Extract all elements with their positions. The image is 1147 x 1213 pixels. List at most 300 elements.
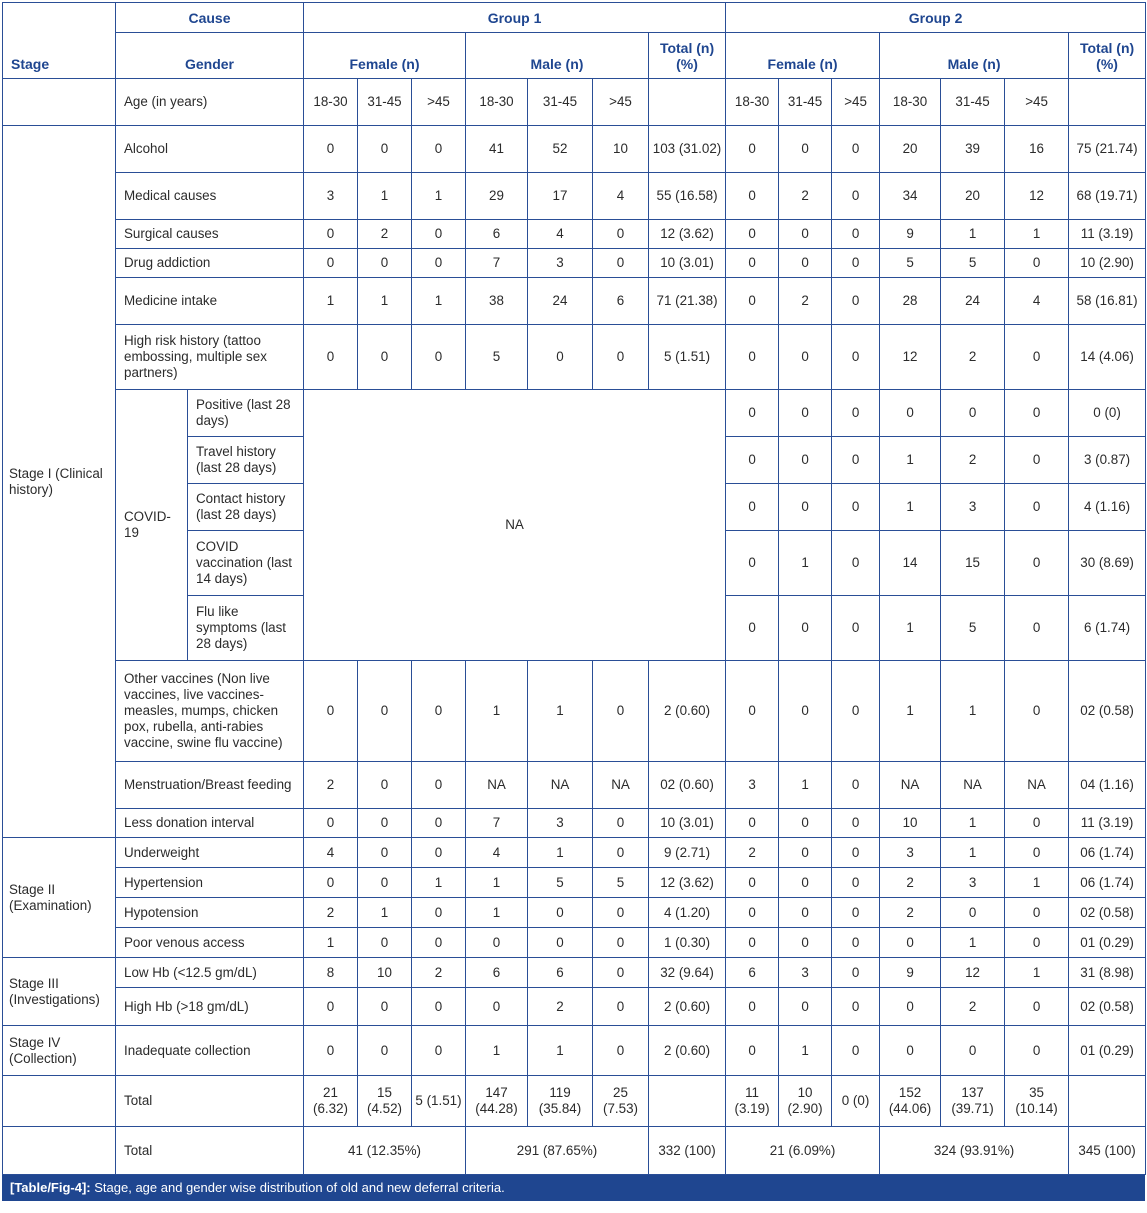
group1-header: Group 1 bbox=[304, 3, 726, 33]
value-cell: 0 bbox=[726, 173, 779, 220]
value-cell: 11 (3.19) bbox=[726, 1076, 779, 1127]
value-cell: 2 bbox=[880, 868, 941, 898]
value-cell: 25 (7.53) bbox=[593, 1076, 649, 1127]
cause-header: Cause bbox=[116, 3, 304, 33]
value-cell: 4 (1.20) bbox=[649, 898, 726, 928]
value-cell: 0 bbox=[726, 596, 779, 661]
value-cell: 0 bbox=[832, 278, 880, 325]
value-cell: 0 bbox=[412, 661, 466, 762]
value-cell: 0 bbox=[593, 1026, 649, 1076]
stage-label: Stage III (Investigations) bbox=[3, 958, 116, 1026]
value-cell: 1 bbox=[779, 762, 832, 809]
value-cell: 35 (10.14) bbox=[1005, 1076, 1069, 1127]
value-cell: 0 bbox=[412, 126, 466, 173]
value-cell: 1 bbox=[412, 173, 466, 220]
value-cell: 0 bbox=[726, 898, 779, 928]
value-cell: 2 bbox=[412, 958, 466, 988]
value-cell: 103 (31.02) bbox=[649, 126, 726, 173]
value-cell: 9 bbox=[880, 958, 941, 988]
table-row bbox=[3, 809, 1146, 838]
value-cell: 0 bbox=[832, 988, 880, 1026]
value-cell: 0 bbox=[1005, 661, 1069, 762]
value-cell: 0 bbox=[832, 898, 880, 928]
value-cell: 2 bbox=[880, 898, 941, 928]
value-cell: 02 (0.58) bbox=[1069, 661, 1146, 762]
value-cell: 0 bbox=[358, 928, 412, 958]
value-cell: 0 bbox=[358, 868, 412, 898]
value-cell: 1 bbox=[941, 928, 1005, 958]
value-cell: 1 bbox=[466, 898, 528, 928]
value-cell: 0 bbox=[832, 1026, 880, 1076]
na-cell: NA bbox=[304, 390, 726, 661]
value-cell: 4 bbox=[528, 220, 593, 249]
total-label: Total bbox=[116, 1127, 304, 1175]
cause-cell: Medical causes bbox=[116, 173, 304, 220]
value-cell: 12 (3.62) bbox=[649, 220, 726, 249]
value-cell: 0 bbox=[726, 868, 779, 898]
value-cell: 68 (19.71) bbox=[1069, 173, 1146, 220]
value-cell: 0 bbox=[726, 325, 779, 390]
value-cell: 0 bbox=[832, 762, 880, 809]
value-cell: 1 bbox=[528, 838, 593, 868]
value-cell: 0 bbox=[593, 898, 649, 928]
empty-cell bbox=[3, 1127, 116, 1175]
value-cell: 0 bbox=[593, 838, 649, 868]
cause-cell: Other vaccines (Non live vaccines, live vaccines-measles, mumps, chicken pox, rubella, anti-rabies vaccine, swine flu vaccine) bbox=[116, 661, 304, 762]
table-row bbox=[3, 1076, 1146, 1127]
value-cell: 1 bbox=[1005, 958, 1069, 988]
value-cell: 8 bbox=[304, 958, 358, 988]
value-cell: 2 bbox=[304, 898, 358, 928]
value-cell: 02 (0.58) bbox=[1069, 988, 1146, 1026]
value-cell: 2 (0.60) bbox=[649, 661, 726, 762]
value-cell: 0 bbox=[1005, 531, 1069, 596]
value-cell: 3 bbox=[941, 868, 1005, 898]
value-cell: 1 bbox=[880, 437, 941, 484]
value-cell: 02 (0.58) bbox=[1069, 898, 1146, 928]
g2-male-header: Male (n) bbox=[880, 33, 1069, 79]
value-cell: 6 bbox=[466, 958, 528, 988]
value-cell: 12 bbox=[1005, 173, 1069, 220]
value-cell: 1 bbox=[304, 278, 358, 325]
value-cell: 0 bbox=[779, 126, 832, 173]
cause-cell: Positive (last 28 days) bbox=[188, 390, 304, 437]
value-cell: NA bbox=[941, 762, 1005, 809]
value-cell: 3 bbox=[304, 173, 358, 220]
value-cell: 2 bbox=[528, 988, 593, 1026]
value-cell: 1 (0.30) bbox=[649, 928, 726, 958]
empty-cell bbox=[649, 79, 726, 126]
value-cell: 0 bbox=[779, 868, 832, 898]
value-cell: 1 bbox=[941, 809, 1005, 838]
value-cell: 0 bbox=[412, 838, 466, 868]
table-row bbox=[3, 762, 1146, 809]
value-cell: 0 bbox=[593, 809, 649, 838]
cause-cell: High risk history (tattoo embossing, multiple sex partners) bbox=[116, 325, 304, 390]
value-cell: 10 (2.90) bbox=[779, 1076, 832, 1127]
value-cell: 0 bbox=[1005, 838, 1069, 868]
value-cell: 1 bbox=[358, 898, 412, 928]
value-cell: 0 bbox=[832, 437, 880, 484]
value-cell: 5 bbox=[941, 596, 1005, 661]
g1-male-header: Male (n) bbox=[466, 33, 649, 79]
value-cell: 0 bbox=[832, 249, 880, 278]
value-cell: 0 bbox=[941, 390, 1005, 437]
value-cell: 0 bbox=[832, 596, 880, 661]
table-row bbox=[3, 838, 1146, 868]
table-row bbox=[3, 928, 1146, 958]
value-cell: 0 bbox=[1005, 390, 1069, 437]
age-cell: 31-45 bbox=[528, 79, 593, 126]
age-cell: >45 bbox=[593, 79, 649, 126]
value-cell: 0 bbox=[593, 958, 649, 988]
value-cell: 1 bbox=[466, 868, 528, 898]
value-cell: NA bbox=[1005, 762, 1069, 809]
age-cell: 18-30 bbox=[304, 79, 358, 126]
age-row bbox=[3, 79, 1146, 126]
value-cell: 01 (0.29) bbox=[1069, 1026, 1146, 1076]
value-cell: 0 bbox=[726, 126, 779, 173]
cause-cell: Alcohol bbox=[116, 126, 304, 173]
value-cell: 0 bbox=[880, 928, 941, 958]
table-row bbox=[3, 390, 1146, 437]
value-cell: 0 bbox=[726, 661, 779, 762]
value-cell: 55 (16.58) bbox=[649, 173, 726, 220]
value-cell: 152 (44.06) bbox=[880, 1076, 941, 1127]
cause-cell: High Hb (>18 gm/dL) bbox=[116, 988, 304, 1026]
value-cell: 75 (21.74) bbox=[1069, 126, 1146, 173]
g1-total-header: Total (n) (%) bbox=[649, 33, 726, 79]
value-cell: NA bbox=[528, 762, 593, 809]
table-row bbox=[3, 278, 1146, 325]
age-label: Age (in years) bbox=[116, 79, 304, 126]
cause-cell: Flu like symptoms (last 28 days) bbox=[188, 596, 304, 661]
value-cell: NA bbox=[593, 762, 649, 809]
value-cell: 0 bbox=[358, 838, 412, 868]
value-cell: 0 bbox=[1005, 325, 1069, 390]
value-cell: 0 bbox=[832, 868, 880, 898]
value-cell: 1 bbox=[528, 661, 593, 762]
value-cell: 2 bbox=[358, 220, 412, 249]
value-cell: 0 bbox=[1005, 249, 1069, 278]
value-cell: 0 bbox=[1005, 437, 1069, 484]
value-cell: 4 (1.16) bbox=[1069, 484, 1146, 531]
value-cell: 1 bbox=[358, 173, 412, 220]
value-cell: 0 bbox=[412, 249, 466, 278]
value-cell: 6 bbox=[466, 220, 528, 249]
total-label: Total bbox=[116, 1076, 304, 1127]
value-cell: 32 (9.64) bbox=[649, 958, 726, 988]
g1-female-header: Female (n) bbox=[304, 33, 466, 79]
value-cell: 0 bbox=[304, 1026, 358, 1076]
value-cell: 15 bbox=[941, 531, 1005, 596]
caption-text: Stage, age and gender wise distribution of old and new deferral criteria. bbox=[90, 1180, 505, 1195]
value-cell: 0 bbox=[779, 390, 832, 437]
age-cell: 18-30 bbox=[726, 79, 779, 126]
value-cell: 2 (0.60) bbox=[649, 1026, 726, 1076]
cause-cell: Hypertension bbox=[116, 868, 304, 898]
total-g2-total: 345 (100) bbox=[1069, 1127, 1146, 1175]
value-cell: 12 (3.62) bbox=[649, 868, 726, 898]
value-cell: 0 bbox=[1005, 988, 1069, 1026]
value-cell: 29 bbox=[466, 173, 528, 220]
value-cell: NA bbox=[880, 762, 941, 809]
value-cell: 28 bbox=[880, 278, 941, 325]
value-cell: 1 bbox=[304, 928, 358, 958]
value-cell: 0 bbox=[832, 484, 880, 531]
value-cell: 0 bbox=[832, 390, 880, 437]
value-cell: 0 bbox=[880, 1026, 941, 1076]
value-cell: 0 bbox=[1005, 898, 1069, 928]
value-cell: 0 bbox=[779, 928, 832, 958]
value-cell: 17 bbox=[528, 173, 593, 220]
value-cell: 0 bbox=[466, 988, 528, 1026]
value-cell: 0 bbox=[593, 661, 649, 762]
table-caption bbox=[2, 1175, 1145, 1201]
value-cell: 4 bbox=[593, 173, 649, 220]
value-cell: 0 bbox=[358, 809, 412, 838]
value-cell: 0 bbox=[941, 1026, 1005, 1076]
cause-cell: Medicine intake bbox=[116, 278, 304, 325]
value-cell: 24 bbox=[941, 278, 1005, 325]
value-cell: 5 bbox=[466, 325, 528, 390]
cause-cell: Contact history (last 28 days) bbox=[188, 484, 304, 531]
value-cell: 3 bbox=[528, 809, 593, 838]
total-g1-female: 41 (12.35%) bbox=[304, 1127, 466, 1175]
value-cell: 2 bbox=[941, 437, 1005, 484]
table-row bbox=[3, 126, 1146, 173]
value-cell: 0 bbox=[528, 898, 593, 928]
value-cell: 5 bbox=[593, 868, 649, 898]
value-cell: 0 bbox=[832, 531, 880, 596]
value-cell: 4 bbox=[1005, 278, 1069, 325]
value-cell: 0 bbox=[726, 249, 779, 278]
value-cell: 01 (0.29) bbox=[1069, 928, 1146, 958]
value-cell: 0 bbox=[358, 988, 412, 1026]
value-cell: 0 bbox=[304, 220, 358, 249]
value-cell: 0 bbox=[726, 809, 779, 838]
value-cell: 0 bbox=[412, 928, 466, 958]
value-cell: 1 bbox=[1005, 868, 1069, 898]
value-cell: 20 bbox=[941, 173, 1005, 220]
table-row bbox=[3, 325, 1146, 390]
value-cell: 16 bbox=[1005, 126, 1069, 173]
cause-cell: Poor venous access bbox=[116, 928, 304, 958]
value-cell: 14 (4.06) bbox=[1069, 325, 1146, 390]
table-row bbox=[3, 1127, 1146, 1175]
value-cell: 2 bbox=[779, 278, 832, 325]
cause-cell: Underweight bbox=[116, 838, 304, 868]
value-cell: 10 bbox=[358, 958, 412, 988]
total-g2-male: 324 (93.91%) bbox=[880, 1127, 1069, 1175]
value-cell: 0 bbox=[726, 928, 779, 958]
total-g1-male: 291 (87.65%) bbox=[466, 1127, 649, 1175]
value-cell: 3 bbox=[880, 838, 941, 868]
value-cell: 0 bbox=[304, 809, 358, 838]
value-cell: 0 bbox=[832, 220, 880, 249]
age-cell: 31-45 bbox=[779, 79, 832, 126]
value-cell: 137 (39.71) bbox=[941, 1076, 1005, 1127]
value-cell: 1 bbox=[358, 278, 412, 325]
value-cell bbox=[649, 1076, 726, 1127]
value-cell: 0 bbox=[1005, 484, 1069, 531]
value-cell: 10 (2.90) bbox=[1069, 249, 1146, 278]
value-cell: 0 bbox=[412, 809, 466, 838]
value-cell: 1 bbox=[466, 661, 528, 762]
value-cell: 9 (2.71) bbox=[649, 838, 726, 868]
total-g2-female: 21 (6.09%) bbox=[726, 1127, 880, 1175]
value-cell: 0 bbox=[779, 484, 832, 531]
value-cell: 0 bbox=[779, 898, 832, 928]
value-cell: 2 (0.60) bbox=[649, 988, 726, 1026]
value-cell: 10 bbox=[593, 126, 649, 173]
age-cell: >45 bbox=[412, 79, 466, 126]
value-cell: 2 bbox=[779, 173, 832, 220]
value-cell: 0 bbox=[358, 325, 412, 390]
value-cell: 02 (0.60) bbox=[649, 762, 726, 809]
value-cell: 0 bbox=[779, 249, 832, 278]
value-cell: 0 bbox=[779, 220, 832, 249]
total-g1-total: 332 (100) bbox=[649, 1127, 726, 1175]
value-cell: 0 bbox=[593, 928, 649, 958]
value-cell: 6 bbox=[593, 278, 649, 325]
stage-header: Stage bbox=[3, 3, 116, 79]
cause-cell: Drug addiction bbox=[116, 249, 304, 278]
value-cell: 0 (0) bbox=[1069, 390, 1146, 437]
table-row bbox=[3, 958, 1146, 988]
value-cell: 0 bbox=[304, 988, 358, 1026]
value-cell: 0 bbox=[358, 1026, 412, 1076]
value-cell: 0 bbox=[304, 249, 358, 278]
value-cell: 0 bbox=[412, 988, 466, 1026]
table-row bbox=[3, 1026, 1146, 1076]
age-cell: >45 bbox=[1005, 79, 1069, 126]
value-cell: 0 bbox=[726, 484, 779, 531]
value-cell: 5 (1.51) bbox=[412, 1076, 466, 1127]
value-cell: 0 bbox=[1005, 596, 1069, 661]
value-cell: 0 bbox=[832, 838, 880, 868]
gender-header: Gender bbox=[116, 33, 304, 79]
value-cell: 0 bbox=[358, 762, 412, 809]
value-cell: 0 bbox=[832, 958, 880, 988]
table-row bbox=[3, 249, 1146, 278]
value-cell: 0 bbox=[779, 838, 832, 868]
value-cell: 0 bbox=[412, 325, 466, 390]
value-cell: 0 bbox=[593, 249, 649, 278]
value-cell: 1 bbox=[412, 868, 466, 898]
value-cell: 1 bbox=[880, 661, 941, 762]
covid-label: COVID-19 bbox=[116, 390, 188, 661]
value-cell: 3 bbox=[941, 484, 1005, 531]
value-cell: 0 bbox=[779, 596, 832, 661]
cause-cell: Low Hb (<12.5 gm/dL) bbox=[116, 958, 304, 988]
value-cell: 0 bbox=[941, 898, 1005, 928]
value-cell: 0 (0) bbox=[832, 1076, 880, 1127]
value-cell: 0 bbox=[304, 868, 358, 898]
value-cell: 34 bbox=[880, 173, 941, 220]
value-cell: 1 bbox=[880, 596, 941, 661]
value-cell bbox=[1069, 1076, 1146, 1127]
value-cell: NA bbox=[466, 762, 528, 809]
value-cell: 0 bbox=[832, 173, 880, 220]
value-cell: 0 bbox=[358, 661, 412, 762]
value-cell: 0 bbox=[832, 928, 880, 958]
value-cell: 2 bbox=[941, 325, 1005, 390]
value-cell: 39 bbox=[941, 126, 1005, 173]
value-cell: 2 bbox=[941, 988, 1005, 1026]
value-cell: 14 bbox=[880, 531, 941, 596]
value-cell: 119 (35.84) bbox=[528, 1076, 593, 1127]
value-cell: 0 bbox=[528, 928, 593, 958]
value-cell: 0 bbox=[593, 988, 649, 1026]
value-cell: 7 bbox=[466, 249, 528, 278]
value-cell: 0 bbox=[726, 220, 779, 249]
value-cell: 0 bbox=[358, 249, 412, 278]
table-wrapper bbox=[2, 2, 1145, 1201]
value-cell: 0 bbox=[832, 661, 880, 762]
value-cell: 1 bbox=[528, 1026, 593, 1076]
value-cell: 41 bbox=[466, 126, 528, 173]
value-cell: 0 bbox=[726, 531, 779, 596]
value-cell: 0 bbox=[1005, 809, 1069, 838]
stage-label: Stage II (Examination) bbox=[3, 838, 116, 958]
deferral-table bbox=[2, 2, 1146, 1175]
stage-label: Stage IV (Collection) bbox=[3, 1026, 116, 1076]
age-cell: 31-45 bbox=[941, 79, 1005, 126]
value-cell: 06 (1.74) bbox=[1069, 838, 1146, 868]
value-cell: 0 bbox=[726, 437, 779, 484]
age-cell: 31-45 bbox=[358, 79, 412, 126]
table-row bbox=[3, 661, 1146, 762]
value-cell: 0 bbox=[412, 220, 466, 249]
table-row bbox=[3, 173, 1146, 220]
value-cell: 1 bbox=[779, 531, 832, 596]
value-cell: 71 (21.38) bbox=[649, 278, 726, 325]
value-cell: 0 bbox=[779, 325, 832, 390]
cause-cell: COVID vaccination (last 14 days) bbox=[188, 531, 304, 596]
value-cell: 1 bbox=[941, 661, 1005, 762]
value-cell: 6 bbox=[726, 958, 779, 988]
value-cell: 04 (1.16) bbox=[1069, 762, 1146, 809]
value-cell: 58 (16.81) bbox=[1069, 278, 1146, 325]
value-cell: 0 bbox=[412, 898, 466, 928]
empty-cell bbox=[1069, 79, 1146, 126]
value-cell: 0 bbox=[832, 126, 880, 173]
value-cell: 1 bbox=[412, 278, 466, 325]
value-cell: 0 bbox=[528, 325, 593, 390]
age-cell: >45 bbox=[832, 79, 880, 126]
value-cell: 0 bbox=[1005, 928, 1069, 958]
value-cell: 0 bbox=[779, 988, 832, 1026]
value-cell: 15 (4.52) bbox=[358, 1076, 412, 1127]
value-cell: 0 bbox=[1005, 1026, 1069, 1076]
value-cell: 5 bbox=[880, 249, 941, 278]
value-cell: 4 bbox=[466, 838, 528, 868]
value-cell: 11 (3.19) bbox=[1069, 809, 1146, 838]
value-cell: 0 bbox=[832, 325, 880, 390]
value-cell: 4 bbox=[304, 838, 358, 868]
value-cell: 5 (1.51) bbox=[649, 325, 726, 390]
value-cell: 0 bbox=[779, 661, 832, 762]
value-cell: 31 (8.98) bbox=[1069, 958, 1146, 988]
value-cell: 0 bbox=[832, 809, 880, 838]
value-cell: 147 (44.28) bbox=[466, 1076, 528, 1127]
value-cell: 6 (1.74) bbox=[1069, 596, 1146, 661]
value-cell: 0 bbox=[412, 762, 466, 809]
value-cell: 9 bbox=[880, 220, 941, 249]
value-cell: 0 bbox=[466, 928, 528, 958]
value-cell: 52 bbox=[528, 126, 593, 173]
